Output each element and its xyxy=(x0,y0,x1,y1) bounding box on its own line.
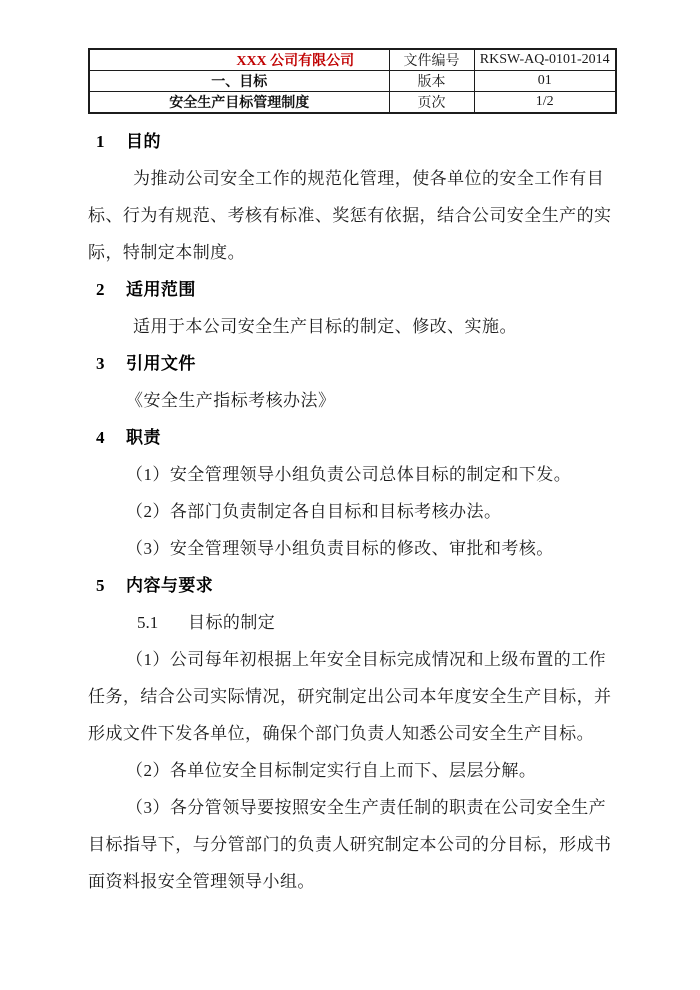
section-title-text: 目标的制定 xyxy=(188,613,276,632)
page-number-label: 页次 xyxy=(389,92,474,114)
paragraph-line: （3）安全管理领导小组负责目标的修改、审批和考核。 xyxy=(126,539,554,558)
section-title-text: 内容与要求 xyxy=(126,576,214,595)
section-number: 1 xyxy=(96,132,105,151)
paragraph-line: （2）各单位安全目标制定实行自上而下、层层分解。 xyxy=(126,761,537,780)
chapter-label: 一、目标 xyxy=(89,71,389,92)
section-heading xyxy=(88,567,612,604)
subsection-heading xyxy=(88,604,612,641)
paragraph-line: 面资料报安全管理领导小组。 xyxy=(88,872,315,891)
header-table xyxy=(88,48,617,114)
paragraph-line: 任务，结合公司实际情况，研究制定出公司本年度安全生产目标，并 xyxy=(88,687,612,706)
page-number-value: 1/2 xyxy=(474,92,616,114)
section-number: 2 xyxy=(96,280,105,299)
section-heading xyxy=(88,419,612,456)
doc-number-label: 文件编号 xyxy=(389,49,474,71)
section-title-text: 引用文件 xyxy=(126,354,196,373)
paragraph-line: 适用于本公司安全生产目标的制定、修改、实施。 xyxy=(133,317,517,336)
section-heading xyxy=(88,345,612,382)
paragraph-line: （1）安全管理领导小组负责公司总体目标的制定和下发。 xyxy=(126,465,572,484)
paragraph-line: 形成文件下发各单位，确保个部门负责人知悉公司安全生产目标。 xyxy=(88,724,595,743)
section-title-text: 适用范围 xyxy=(126,280,196,299)
section-number: 5.1 xyxy=(137,613,159,632)
doc-number-value: RKSW-AQ-0101-2014 xyxy=(474,49,616,71)
section-number: 3 xyxy=(96,354,105,373)
paragraph-line: 《安全生产指标考核办法》 xyxy=(126,391,336,410)
paragraph-line: 际，特制定本制度。 xyxy=(88,243,246,262)
paragraph-line: 目标指导下，与分管部门的负责人研究制定本公司的分目标，形成书 xyxy=(88,835,612,854)
section-title-text: 目的 xyxy=(126,132,161,151)
document-body xyxy=(88,123,612,900)
paragraph-line: （1）公司每年初根据上年安全目标完成情况和上级布置的工作 xyxy=(126,650,607,669)
version-value: 01 xyxy=(474,71,616,92)
paragraph-line: （3）各分管领导要按照安全生产责任制的职责在公司安全生产 xyxy=(126,798,607,817)
section-heading xyxy=(88,271,612,308)
paragraph-line: （2）各部门负责制定各自目标和目标考核办法。 xyxy=(126,502,502,521)
company-name: XXX 公司有限公司 xyxy=(89,49,389,71)
paragraph-line: 为推动公司安全工作的规范化管理，使各单位的安全工作有目 xyxy=(133,169,605,188)
section-title-text: 职责 xyxy=(126,428,161,447)
version-label: 版本 xyxy=(389,71,474,92)
section-number: 4 xyxy=(96,428,105,447)
paragraph-line: 标、行为有规范、考核有标准、奖惩有依据，结合公司安全生产的实 xyxy=(88,206,612,225)
section-number: 5 xyxy=(96,576,105,595)
section-heading xyxy=(88,123,612,160)
document-title: 安全生产目标管理制度 xyxy=(89,92,389,114)
